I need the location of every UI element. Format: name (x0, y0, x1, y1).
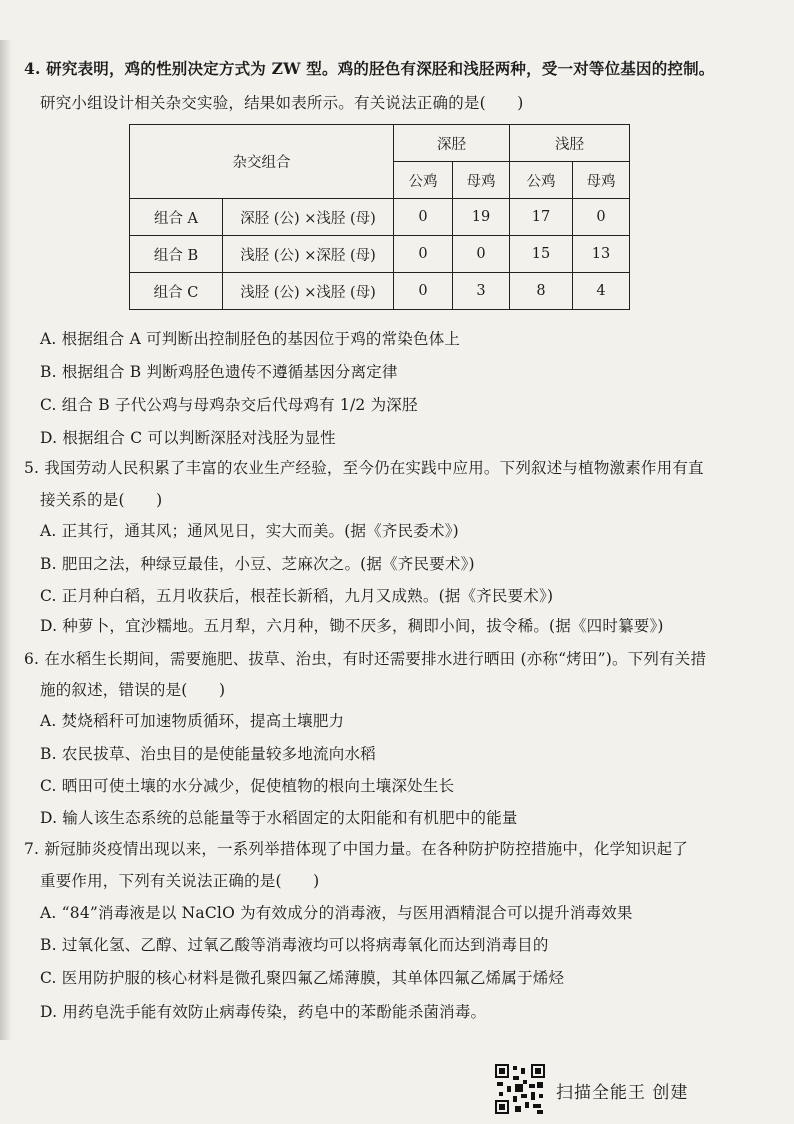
q6-option-b: B. 农民拔草、治虫目的是使能量较多地流向水稻 (40, 745, 376, 763)
count-cell: 8 (510, 273, 573, 310)
scanner-watermark-text: 扫描全能王 创建 (556, 1083, 689, 1103)
q7-option-b: B. 过氧化氢、乙醇、过氧乙酸等消毒液均可以将病毒氧化而达到消毒目的 (40, 936, 549, 954)
q4-option-d: D. 根据组合 C 可以判断深胫对浅胫为显性 (40, 429, 336, 447)
q7-stem-line2: 重要作用，下列有关说法正确的是( ) (40, 872, 320, 890)
cross-description: 浅胫 (公) ×浅胫 (母) (223, 273, 394, 310)
count-cell: 19 (453, 199, 510, 236)
q6-option-c: C. 晒田可使土壤的水分减少，促使植物的根向土壤深处生长 (40, 777, 455, 795)
q7-option-c: C. 医用防护服的核心材料是微孔聚四氟乙烯薄膜，其单体四氟乙烯属于烯烃 (40, 969, 565, 987)
q5-stem-line1: 5. 我国劳动人民积累了丰富的农业生产经验，至今仍在实践中应用。下列叙述与植物激素作用有直 (24, 459, 704, 477)
q4-stem-line2: 研究小组设计相关杂交实验，结果如表所示。有关说法正确的是( ) (40, 94, 524, 112)
group-label: 组合 B (130, 236, 223, 273)
subheader-deep-female: 母鸡 (453, 162, 510, 199)
cross-description: 深胫 (公) ×浅胫 (母) (223, 199, 394, 236)
subheader-light-female: 母鸡 (573, 162, 630, 199)
scan-edge-shadow (0, 40, 12, 1040)
q6-stem-line2: 施的叙述，错误的是( ) (40, 681, 226, 699)
subheader-deep-male: 公鸡 (394, 162, 453, 199)
table-row (130, 199, 630, 236)
count-cell: 0 (453, 236, 510, 273)
q5-option-b: B. 肥田之法，种绿豆最佳，小豆、芝麻次之。(据《齐民要术》) (40, 555, 475, 573)
cross-description: 浅胫 (公) ×深胫 (母) (223, 236, 394, 273)
qr-code-icon (495, 1064, 545, 1114)
count-cell: 4 (573, 273, 630, 310)
q5-option-a: A. 正其行，通其风；通风见日，实大而美。(据《齐民委术》) (40, 522, 459, 540)
q4-option-a: A. 根据组合 A 可判断出控制胫色的基因位于鸡的常染色体上 (40, 330, 461, 348)
q5-option-d: D. 种萝卜，宜沙糯地。五月犁，六月种，锄不厌多，稠即小间，拔令稀。(据《四时纂要》) (40, 617, 664, 635)
count-cell: 15 (510, 236, 573, 273)
table-row (130, 236, 630, 273)
count-cell: 3 (453, 273, 510, 310)
header-deep: 深胫 (394, 125, 510, 162)
count-cell: 17 (510, 199, 573, 236)
q7-stem-line1: 7. 新冠肺炎疫情出现以来，一系列举措体现了中国力量。在各种防护防控措施中，化学知识起了 (24, 840, 689, 858)
q5-option-c: C. 正月种白稻，五月收获后，根茬长新稻，九月又成熟。(据《齐民要术》) (40, 587, 554, 605)
q7-option-a: A. “84”消毒液是以 NaClO 为有效成分的消毒液，与医用酒精混合可以提升消毒效果 (40, 904, 633, 922)
q7-option-d: D. 用药皂洗手能有效防止病毒传染，药皂中的苯酚能杀菌消毒。 (40, 1003, 487, 1021)
count-cell: 0 (573, 199, 630, 236)
count-cell: 0 (394, 273, 453, 310)
header-combo: 杂交组合 (130, 125, 394, 199)
q4-option-b: B. 根据组合 B 判断鸡胫色遗传不遵循基因分离定律 (40, 363, 398, 381)
table-row (130, 273, 630, 310)
q5-stem-line2: 接关系的是( ) (40, 491, 163, 509)
q6-option-a: A. 焚烧稻秆可加速物质循环，提高土壤肥力 (40, 712, 345, 730)
group-label: 组合 C (130, 273, 223, 310)
subheader-light-male: 公鸡 (510, 162, 573, 199)
q4-option-c: C. 组合 B 子代公鸡与母鸡杂交后代母鸡有 1/2 为深胫 (40, 396, 418, 414)
count-cell: 13 (573, 236, 630, 273)
cross-results-table (129, 124, 630, 310)
header-light: 浅胫 (510, 125, 630, 162)
count-cell: 0 (394, 236, 453, 273)
q4-stem-line1: 4. 研究表明，鸡的性别决定方式为 ZW 型。鸡的胫色有深胫和浅胫两种，受一对等位基因的控制。 (24, 59, 715, 78)
q6-option-d: D. 输人该生态系统的总能量等于水稻固定的太阳能和有机肥中的能量 (40, 809, 518, 827)
q6-stem-line1: 6. 在水稻生长期间，需要施肥、拔草、治虫，有时还需要排水进行晒田 (亦称“烤田”)。下列有关措 (24, 650, 707, 668)
group-label: 组合 A (130, 199, 223, 236)
count-cell: 0 (394, 199, 453, 236)
